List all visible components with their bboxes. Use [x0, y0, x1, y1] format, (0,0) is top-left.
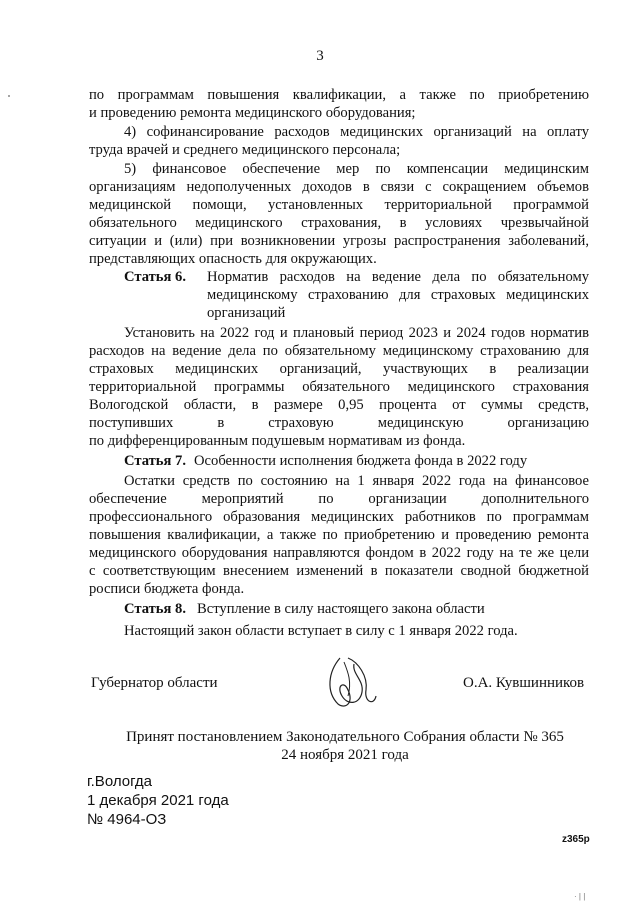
article-6-text: поступивших в страховую медицинскую организацию [89, 415, 589, 431]
text-line: представляющих опасность для окружающих. [89, 251, 377, 267]
article-7-text: Остатки средств по состоянию на 1 января 2022 года на финансовое [124, 473, 589, 489]
article-6-title-line: организаций [207, 305, 286, 321]
article-6-text: страховых медицинских организаций, участвующих в реализации [89, 361, 589, 377]
text-line: 4) софинансирование расходов медицинских организаций на оплату [124, 124, 589, 140]
text-line: труда врачей и среднего медицинского персонала; [89, 142, 401, 158]
article-6-title-line: Норматив расходов на ведение дела по обязательному [207, 269, 589, 285]
article-6-text: территориальной программы обязательного медицинского страхования [89, 379, 589, 395]
article-7-text: медицинского оборудования направляются фондом в 2022 году на те же цели [89, 545, 589, 561]
article-6-text: Вологодской области, в размере 0,95 процента от суммы средств, [89, 397, 589, 413]
handwritten-signature [318, 652, 378, 710]
article-7-text: обеспечение мероприятий по организации дополнительного [89, 491, 589, 507]
law-number: № 4964-ОЗ [87, 811, 167, 828]
signature-position: Губернатор области [91, 675, 218, 691]
article-6-text: Установить на 2022 год и плановый период 2023 и 2024 годов норматив [124, 325, 589, 341]
adoption-date: 24 ноября 2021 года [281, 747, 409, 763]
article-7-label: Статья 7. [124, 453, 186, 469]
article-8-title: Вступление в силу настоящего закона области [197, 601, 485, 617]
article-7-text: повышения квалификации, а также по приобретению и проведению ремонта [89, 527, 589, 543]
text-line: и проведению ремонта медицинского оборудования; [89, 105, 416, 121]
article-7-title: Особенности исполнения бюджета фонда в 2022 году [194, 453, 528, 469]
article-7-text: с соответствующим внесением изменений в показатели сводной бюджетной [89, 563, 589, 579]
article-6-label: Статья 6. [124, 269, 186, 285]
text-line: медицинской помощи, установленных территориальной программой [89, 197, 589, 213]
text-line: организациям недополученных доходов в связи с сокращением объемов [89, 179, 589, 195]
signing-date: 1 декабря 2021 года [87, 792, 229, 809]
city: г.Вологда [87, 773, 152, 790]
document-code: z365p [562, 834, 590, 845]
text-line: обязательного медицинского страхования, в условиях чрезвычайной [89, 215, 589, 231]
scan-dot [8, 95, 10, 97]
signature-name: О.А. Кувшинников [463, 675, 585, 691]
article-8-label: Статья 8. [124, 601, 186, 617]
article-7-text: профессионального образования медицинских работников по программам [89, 509, 589, 525]
text-line: ситуации и (или) при возникновении угрозы распространения заболеваний, [89, 233, 589, 249]
article-8-text: Настоящий закон области вступает в силу с 1 января 2022 года. [124, 623, 518, 639]
article-6-title-line: медицинскому страхованию для страховых медицинских [207, 287, 589, 303]
article-6-text: по дифференцированным подушевым нормативам из фонда. [89, 433, 466, 449]
footer-mark: · | | [574, 892, 586, 901]
adoption-line: Принят постановлением Законодательного Собрания области № 365 [126, 729, 564, 745]
text-line: 5) финансовое обеспечение мер по компенсации медицинским [124, 161, 589, 177]
page-number: 3 [316, 48, 324, 64]
text-line: по программам повышения квалификации, а также по приобретению [89, 87, 589, 103]
article-7-text: росписи бюджета фонда. [89, 581, 245, 597]
article-6-text: расходов на ведение дела по обязательному медицинскому страхованию для [89, 343, 589, 359]
